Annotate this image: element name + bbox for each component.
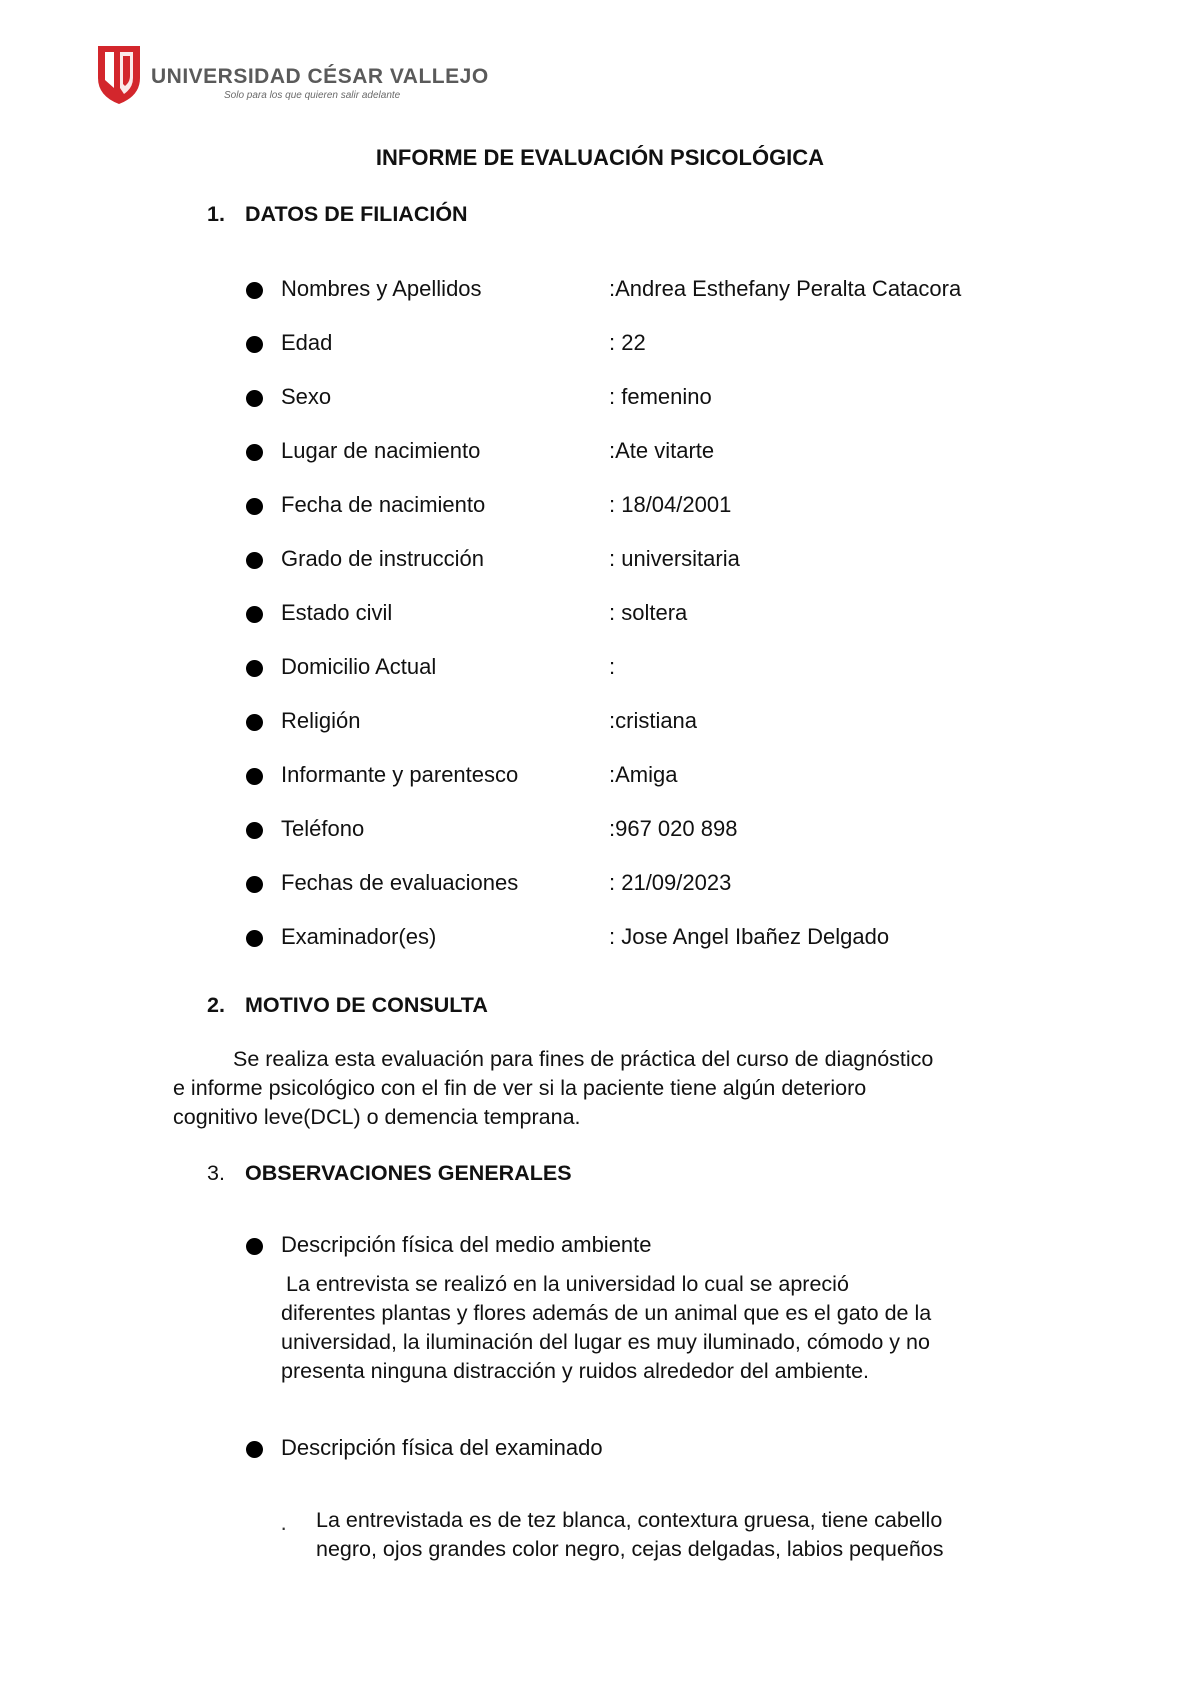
bullet-icon [246, 1441, 263, 1458]
field-label: Edad [281, 330, 333, 355]
university-logo [96, 44, 489, 110]
bullet-icon [246, 768, 263, 785]
section-heading-observaciones [207, 1161, 572, 1186]
logo-name: UNIVERSIDAD CÉSAR VALLEJO [151, 65, 489, 88]
section-title: MOTIVO DE CONSULTA [245, 993, 488, 1017]
field-value: :Andrea Esthefany Peralta Catacora [609, 276, 962, 301]
paragraph-line: La entrevista se realizó en la universidad lo cual se apreció [286, 1272, 849, 1296]
bullet-icon [246, 660, 263, 677]
field-value: :cristiana [609, 708, 698, 733]
paragraph-line: negro, ojos grandes color negro, cejas delgadas, labios pequeños [316, 1537, 944, 1561]
field-value: :967 020 898 [609, 816, 738, 841]
logo-tagline: Solo para los que quieren salir adelante [224, 90, 401, 101]
motivo-paragraph [173, 1045, 1073, 1132]
observation-label: Descripción física del examinado [281, 1435, 603, 1460]
field-label: Informante y parentesco [281, 762, 519, 787]
field-value: : soltera [609, 600, 688, 625]
section-number: 1. [207, 202, 225, 226]
document-title: INFORME DE EVALUACIÓN PSICOLÓGICA [375, 145, 825, 170]
bullet-icon [246, 1238, 263, 1255]
section-number: 2. [207, 993, 225, 1017]
section-number: 3. [207, 1161, 225, 1185]
bullet-icon [246, 606, 263, 623]
bullet-icon [246, 444, 263, 461]
bullet-icon [246, 336, 263, 353]
bullet-icon [246, 714, 263, 731]
field-label: Religión [281, 708, 361, 733]
paragraph-line: e informe psicológico con el fin de ver si la paciente tiene algún deterioro [173, 1076, 867, 1100]
bullet-icon [246, 282, 263, 299]
field-label: Domicilio Actual [281, 654, 437, 679]
section-heading-motivo [207, 993, 488, 1018]
paragraph-line: La entrevistada es de tez blanca, contextura gruesa, tiene cabello [316, 1508, 943, 1532]
field-value: :Amiga [609, 762, 678, 787]
field-label: Sexo [281, 384, 332, 409]
field-value: : [609, 654, 616, 679]
section-heading-datos [207, 202, 468, 227]
field-label: Lugar de nacimiento [281, 438, 481, 463]
bullet-icon [246, 822, 263, 839]
bullet-icon [246, 552, 263, 569]
bullet-icon [246, 390, 263, 407]
field-label: Fecha de nacimiento [281, 492, 486, 517]
shield-logo-icon [96, 44, 142, 106]
field-value: : femenino [609, 384, 712, 409]
paragraph-line: diferentes plantas y flores además de un animal que es el gato de la [281, 1301, 932, 1325]
bullet-icon [246, 876, 263, 893]
environment-paragraph [281, 1270, 1141, 1386]
field-value: :Ate vitarte [609, 438, 715, 463]
field-value: : Jose Angel Ibañez Delgado [609, 924, 890, 949]
observation-label: Descripción física del medio ambiente [281, 1232, 652, 1257]
field-value: : 22 [609, 330, 646, 355]
field-value: : 21/09/2023 [609, 870, 732, 895]
sub-bullet-marker: · [280, 1515, 288, 1540]
examinee-paragraph [316, 1506, 1156, 1564]
bullet-icon [246, 498, 263, 515]
paragraph-line: universidad, la iluminación del lugar es muy iluminado, cómodo y no [281, 1330, 930, 1354]
field-label: Teléfono [281, 816, 365, 841]
section-title: OBSERVACIONES GENERALES [245, 1161, 572, 1185]
field-label: Grado de instrucción [281, 546, 484, 571]
section-title: DATOS DE FILIACIÓN [245, 202, 468, 226]
field-value: : universitaria [609, 546, 740, 571]
field-label: Examinador(es) [281, 924, 437, 949]
field-value: : 18/04/2001 [609, 492, 732, 517]
field-label: Fechas de evaluaciones [281, 870, 519, 895]
paragraph-line: Se realiza esta evaluación para fines de práctica del curso de diagnóstico [233, 1047, 934, 1071]
paragraph-line: presenta ninguna distracción y ruidos alrededor del ambiente. [281, 1359, 870, 1383]
paragraph-line: cognitivo leve(DCL) o demencia temprana. [173, 1105, 581, 1129]
field-label: Estado civil [281, 600, 393, 625]
bullet-icon [246, 930, 263, 947]
field-label: Nombres y Apellidos [281, 276, 482, 301]
